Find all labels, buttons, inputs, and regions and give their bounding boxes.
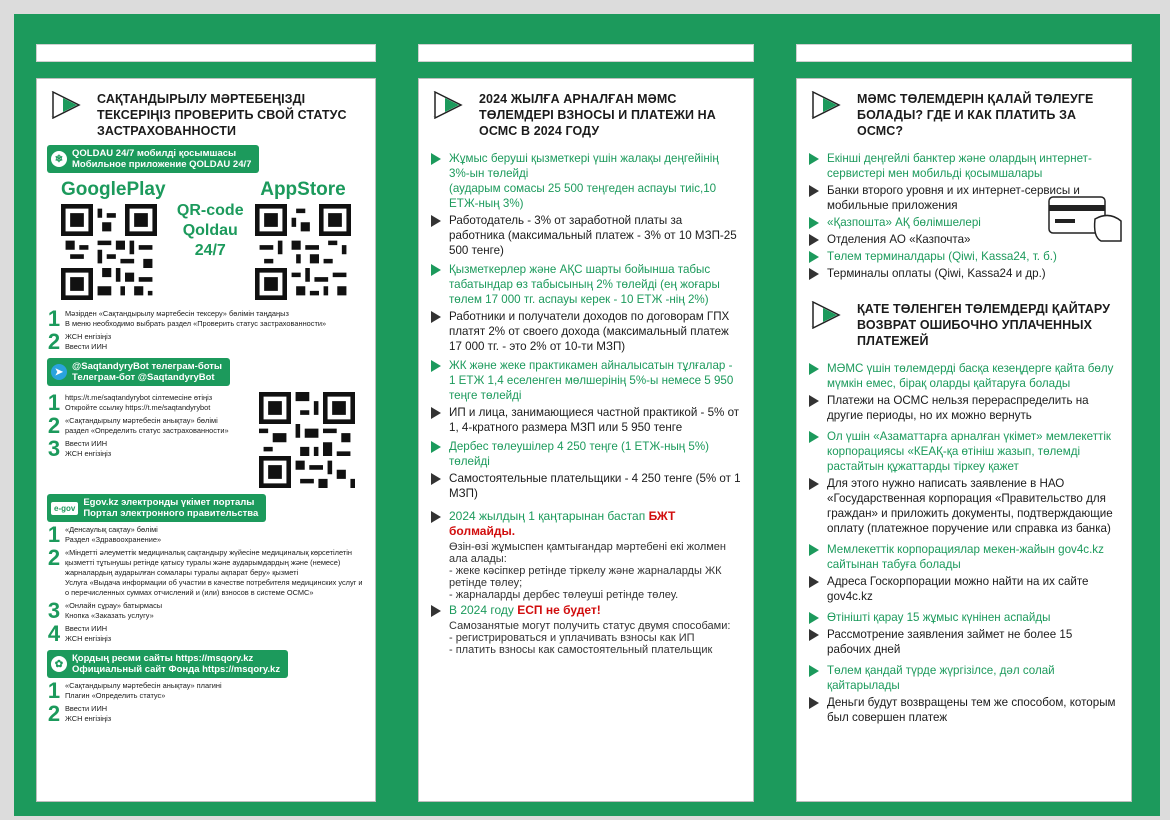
step-number: 1 [47, 390, 61, 415]
payments-title: 2024 ЖЫЛҒА АРНАЛҒАН МӘМС ТӨЛЕМДЕРІ ВЗНОСЫ И ПЛАТЕЖИ НА ОСМС В 2024 ГОДУ [479, 92, 716, 138]
step-item [47, 621, 365, 646]
list-item-text: МӘМС үшін төлемдерді басқа кезеңдерге қайта бөлу мүмкін емес, бірақ оларды қайтаруға болады [827, 362, 1114, 390]
bullet-arrow-icon [431, 264, 441, 276]
list-item-text: ЖК және жеке практикамен айналысатын тұлғалар - 1 ЕТЖ 1,4 еселенген мөлшерінің 5%-ы немесе 5 950 теңге төлейді [449, 359, 734, 402]
arrow-logo-icon [433, 91, 473, 119]
list-item [809, 476, 1119, 536]
list-item-text: Терминалы оплаты (Qiwi, Kassa24 и др.) [827, 267, 1046, 280]
list-item [809, 151, 1119, 181]
egov-steps [47, 522, 365, 646]
list-item-text: Екінші деңгейлі банктер және олардың интернет-сервистері мен мобильді қосымшалары [827, 152, 1092, 180]
list-item [809, 266, 1119, 281]
list-item-text: ИП и лица, занимающиеся частной практикой - 5% от 1, 4-кратного размера МЗП или 5 950 тенге [449, 406, 740, 434]
appstore-label: AppStore [260, 179, 346, 200]
step-number: 3 [47, 598, 61, 623]
list-item [809, 610, 1119, 625]
list-item [431, 358, 741, 403]
list-item-text: Ол үшін «Азаматтарға арналған үкімет» мемлекеттік корпорациясы «КЕАҚ-қа өтініш жазып, төлемді растайтын құжаттарды тіркеу қажет [827, 430, 1111, 473]
appstore-block[interactable] [255, 179, 351, 305]
bullet-arrow-icon [809, 576, 819, 588]
list-item [431, 213, 741, 258]
list-item [431, 151, 741, 211]
refund-header [797, 283, 1131, 355]
list-item [809, 663, 1119, 693]
step-item [47, 413, 253, 438]
refund-list [797, 355, 1131, 725]
howto-header [797, 79, 1131, 145]
bullet-arrow-icon [431, 153, 441, 165]
pay-section [797, 145, 1131, 281]
step-number: 2 [47, 329, 61, 354]
bullet-arrow-icon [431, 441, 441, 453]
esp-kz-heading: 2024 жылдың 1 қаңтарынан бастап БЖТ болмайды. [449, 509, 676, 538]
bullet-arrow-icon [809, 629, 819, 641]
step-number: 2 [47, 413, 61, 438]
qr-caption: QR-code Qoldau 24/7 [176, 202, 244, 259]
list-item [809, 627, 1119, 657]
list-item [431, 471, 741, 501]
step-item [47, 545, 365, 598]
list-item-text: Платежи на ОСМС нельзя перераспределить на другие периоды, но их можно вернуть [827, 394, 1089, 422]
list-item-text: Адреса Госкорпорации можно найти на их сайте gov4c.kz [827, 575, 1089, 603]
bullet-arrow-icon [809, 697, 819, 709]
status-panel [36, 78, 376, 802]
store-row [47, 179, 365, 305]
refund-title: ҚАТЕ ТӨЛЕНГЕН ТӨЛЕМДЕРДІ ҚАЙТАРУ ВОЗВРАТ ОШИБОЧНО УПЛАЧЕННЫХ ПЛАТЕЖЕЙ [857, 302, 1111, 348]
egov-pill-text: Egov.kz электронды үкімет порталы Портал электронного правительства [83, 497, 259, 519]
esp-section [419, 503, 753, 656]
qoldau-pill [47, 145, 259, 173]
step-item [47, 522, 365, 547]
app-steps [47, 306, 365, 354]
list-item-text: Для этого нужно написать заявление в НАО «Государственная корпорация «Правительство для граждан» и приложить документы, подтверждающие оплату (платежное поручение или справка из банка) [827, 477, 1113, 535]
bullet-arrow-icon [809, 395, 819, 407]
list-item-text: Самостоятельные плательщики - 4 250 тенге (5% от 1 МЗП) [449, 472, 741, 500]
telegram-section [47, 386, 365, 488]
egov-logo-icon: e-gov [51, 502, 78, 515]
right-topbar [796, 44, 1132, 62]
bullet-arrow-icon [809, 544, 819, 556]
status-title: САҚТАНДЫРЫЛУ МӘРТЕБЕҢІЗДІ ТЕКСЕРІҢІЗ ПРОВЕРИТЬ СВОЙ СТАТУС ЗАСТРАХОВАННОСТИ [97, 92, 347, 138]
step-number: 1 [47, 306, 61, 331]
bullet-arrow-icon [809, 217, 819, 229]
fund-logo-icon: ✿ [51, 656, 67, 672]
arrow-logo-icon [811, 91, 851, 119]
esp-ru-item [431, 603, 741, 656]
esp-ru-body: Самозанятые могут получить статус двумя способами: - регистрироваться и уплачивать взносы как ИП - платить взносы как самостоятельный плательщик [449, 620, 731, 656]
egov-header [47, 494, 365, 522]
googleplay-label: GooglePlay [61, 179, 166, 200]
step-text: Ввести ИИН ЖСН енгізіңіз [65, 624, 112, 643]
bullet-arrow-icon [431, 473, 441, 485]
list-item [431, 262, 741, 307]
bullet-arrow-icon [809, 153, 819, 165]
list-item [809, 695, 1119, 725]
list-item [431, 439, 741, 469]
egov-pill [47, 494, 266, 522]
step-number: 3 [47, 436, 61, 461]
qr-code-icon [61, 204, 157, 300]
howto-title: МӘМС ТӨЛЕМДЕРІН ҚАЛАЙ ТӨЛЕУГЕ БОЛАДЫ? ГДЕ И КАК ПЛАТИТЬ ЗА ОСМС? [857, 92, 1094, 138]
step-item [47, 598, 365, 623]
telegram-pill [47, 358, 230, 386]
bullet-arrow-icon [809, 612, 819, 624]
step-number: 2 [47, 545, 61, 570]
payments-list [419, 145, 753, 501]
mid-topbar [418, 44, 754, 62]
list-item [809, 542, 1119, 572]
step-number: 1 [47, 678, 61, 703]
left-topbar [36, 44, 376, 62]
step-text: «Денсаулық сақтау» бөлімі Раздел «Здравоохранение» [65, 525, 162, 544]
step-item [47, 329, 365, 354]
bullet-arrow-icon [431, 407, 441, 419]
list-item [809, 574, 1119, 604]
step-text: «Сақтандырылу мәртебесін анықтау» бөлімі раздел «Определить статус застрахованности» [65, 416, 229, 435]
telegram-pill-text: @SaqtandyryBot телеграм-боты Телеграм-бот @SaqtandyryBot [72, 361, 223, 383]
card-hand-icon [1039, 189, 1129, 249]
list-item-text: Работодатель - 3% от заработной платы за работника (максимальный платеж - 3% от 10 МЗП-25 500 тенге) [449, 214, 737, 257]
list-item [809, 393, 1119, 423]
list-item-text: Жұмыс беруші қызметкері үшін жалақы деңгейінің 3%-ын төлейді (аударым сомасы 25 500 теңгеден аспауы тиіс,10 ЕТЖ-ның 3%) [449, 152, 719, 210]
bullet-arrow-icon [431, 311, 441, 323]
brochure-sheet [14, 14, 1160, 816]
payments-panel [418, 78, 754, 802]
esp-kz-item [431, 509, 741, 601]
list-item-text: Работники и получатели доходов по договорам ГПХ платят 2% от своего дохода (максимальный платеж 17 000 тг. - это 2% от 10-ти МЗП) [449, 310, 730, 353]
step-item [47, 678, 365, 703]
list-item-text: Банки второго уровня и их интернет-сервисы и мобильные приложения [827, 184, 1080, 212]
step-text: «Онлайн сұрау» батырмасы Кнопка «Заказать услугу» [65, 601, 163, 620]
step-text: «Міндетті әлеуметтік медициналық сақтандыру жүйесіне медициналық көрсетілетін қызметті тұтынушы ретінде қатысу туралы және аударымдардың және (немесе) жарналардың аударылған сомалары туралы ақпарат беру» қызметі Услуга «Выдача информации об участии в качестве потребителя медицинских услуг и о перечисленных суммах отчислений и (или) взносов в системе ОСМС» [65, 548, 363, 597]
list-item-text: Төлем терминалдары (Qiwi, Kassa24, т. б.) [827, 250, 1057, 263]
step-item [47, 306, 365, 331]
list-item-text: Рассмотрение заявления займет не более 15 рабочих дней [827, 628, 1073, 656]
fund-pill [47, 650, 288, 678]
bullet-arrow-icon [431, 360, 441, 372]
bullet-arrow-icon [809, 478, 819, 490]
telegram-qr-icon [259, 392, 355, 488]
step-text: «Сақтандырылу мәртебесін анықтау» плагині Плагин «Определить статус» [65, 681, 222, 700]
bullet-arrow-icon [809, 251, 819, 263]
googleplay-block[interactable] [61, 179, 166, 305]
step-text: Мәзірден «Сақтандырылу мәртебесін тексеру» бөлімін таңдаңыз В меню необходимо выбрать раздел «Проверить статус застрахованности» [65, 309, 327, 328]
step-item [47, 390, 253, 415]
list-item-text: «Қазпошта» АҚ бөлімшелері [827, 216, 981, 229]
bullet-arrow-icon [431, 215, 441, 227]
list-item [809, 429, 1119, 474]
bullet-arrow-icon [809, 185, 819, 197]
arrow-logo-icon [811, 301, 851, 329]
step-text: https://t.me/saqtandyrybot сілтемесіне өтіңіз Откройте ссылку https://t.me/saqtandyrybot [65, 393, 213, 412]
list-item [809, 249, 1119, 264]
list-item-text: Мемлекеттік корпорациялар мекен-жайын gov4c.kz сайтынан табуға болады [827, 543, 1104, 571]
step-number: 1 [47, 522, 61, 547]
step-text: Ввести ИИН ЖСН енгізіңіз [65, 439, 112, 458]
step-number: 4 [47, 621, 61, 646]
status-header [37, 79, 375, 145]
fund-pill-text: Қордың ресми сайты https://msqory.kz Официальный сайт Фонда https://msqory.kz [72, 653, 281, 675]
telegram-steps [47, 390, 253, 488]
snowflake-icon: ❄ [51, 151, 67, 167]
fund-steps [47, 678, 365, 726]
step-item [47, 701, 365, 726]
telegram-icon: ➤ [51, 364, 67, 380]
step-text: Ввести ИИН ЖСН енгізіңіз [65, 704, 112, 723]
list-item-text: Деньги будут возвращены тем же способом, которым был совершен платеж [827, 696, 1116, 724]
list-item-text: Төлем қандай түрде жүргізілсе, дәл солай қайтарылады [827, 664, 1055, 692]
payments-header [419, 79, 753, 145]
bullet-arrow-icon [809, 431, 819, 443]
list-item [809, 361, 1119, 391]
list-item [431, 309, 741, 354]
bullet-arrow-icon [809, 268, 819, 280]
bullet-arrow-icon [809, 665, 819, 677]
qoldau-pill-text: QOLDAU 24/7 мобилді қосымшасы Мобильное приложение QOLDAU 24/7 [72, 148, 252, 170]
step-item [47, 436, 253, 461]
list-item [431, 405, 741, 435]
esp-kz-body: Өзін-өзі жұмыспен қамтығандар мәртебені екі жолмен ала алады: - жеке кәсіпкер ретінде тіркелу және жарналарды ЖК ретінде төлеу; - жарналарды дербес төлеуші ретінде төлеу. [449, 541, 726, 601]
list-item-text: Дербес төлеушілер 4 250 теңге (1 ЕТЖ-ның 5%) төлейді [449, 440, 710, 468]
howto-panel [796, 78, 1132, 802]
list-item-text: Өтінішті қарау 15 жұмыс күнінен аспайды [827, 611, 1051, 624]
esp-ru-heading: В 2024 году ЕСП не будет! [449, 603, 601, 617]
arrow-logo-icon [51, 91, 91, 119]
bullet-arrow-icon [809, 363, 819, 375]
qr-code-icon [255, 204, 351, 300]
step-text: ЖСН енгізіңіз Ввести ИИН [65, 332, 112, 351]
app-section [37, 145, 375, 724]
bullet-arrow-icon [809, 234, 819, 246]
step-number: 2 [47, 701, 61, 726]
list-item-text: Отделения АО «Казпочта» [827, 233, 971, 246]
list-item-text: Қызметкерлер және АҚС шарты бойынша табыс табатындар өз табысының 2% төлейді (ең жоғары төлем 17 000 тг. аспауы керек - 10 ЕТЖ -нің 2%) [449, 263, 720, 306]
